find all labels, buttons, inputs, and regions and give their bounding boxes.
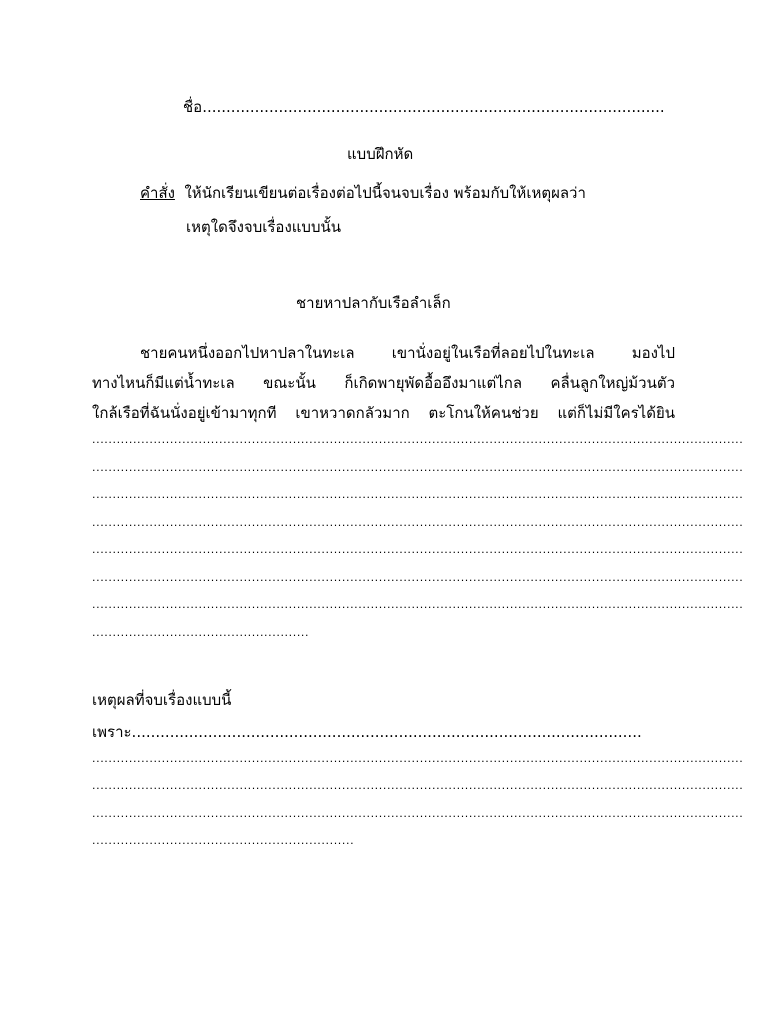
answer-line-short[interactable]: ..................................................... (92, 626, 310, 639)
instruction-line-1 (140, 183, 586, 203)
story-paragraph-line-3: ใกล้เรือที่ฉันนั่งอยู่เข้ามาทุกที เขาหวาดกลัวมาก ตะโกนให้คนช่วย แต่ก็ไม่มีใครได้ยิน (92, 404, 675, 422)
reason-line[interactable]: ............................................................................................................................................................... (92, 807, 744, 820)
because-line[interactable]: เพราะ........................................................................................................... (92, 723, 642, 741)
answer-line[interactable]: ............................................................................................................................................................... (92, 598, 744, 611)
name-field-label: ชื่อ................................................................................................. (183, 98, 665, 116)
story-title: ชายหาปลากับเรือลำเล็ก (296, 294, 451, 312)
answer-line[interactable]: ............................................................................................................................................................... (92, 461, 744, 474)
answer-line[interactable]: ............................................................................................................................................................... (92, 433, 744, 446)
reason-line[interactable]: ............................................................................................................................................................... (92, 779, 744, 792)
instruction-text-1: ให้นักเรียนเขียนต่อเรื่องต่อไปนี้จนจบเรื่อง พร้อมกับให้เหตุผลว่า (184, 184, 586, 202)
answer-line[interactable]: ............................................................................................................................................................... (92, 571, 744, 584)
instruction-line-2: เหตุใดจึงจบเรื่องแบบนั้น (186, 218, 341, 236)
story-paragraph-line-1: ชายคนหนึ่งออกไปหาปลาในทะเล เขานั่งอยู่ในเรือที่ลอยไปในทะเล มองไป (140, 344, 675, 362)
answer-line[interactable]: ............................................................................................................................................................... (92, 543, 744, 556)
answer-line[interactable]: ............................................................................................................................................................... (92, 516, 744, 529)
story-paragraph-line-2: ทางไหนก็มีแต่น้ำทะเล ขณะนั้น ก็เกิดพายุพัดอื้ออึงมาแต่ไกล คลื่นลูกใหญ่ม้วนตัว (92, 374, 675, 392)
worksheet-title: แบบฝึกหัด (347, 145, 414, 163)
reason-line-short[interactable]: ................................................................ (92, 834, 355, 847)
reason-line[interactable]: ............................................................................................................................................................... (92, 752, 744, 765)
instruction-label: คำสั่ง (140, 184, 175, 202)
answer-line[interactable]: ............................................................................................................................................................... (92, 488, 744, 501)
reason-heading: เหตุผลที่จบเรื่องแบบนี้ (92, 691, 232, 709)
